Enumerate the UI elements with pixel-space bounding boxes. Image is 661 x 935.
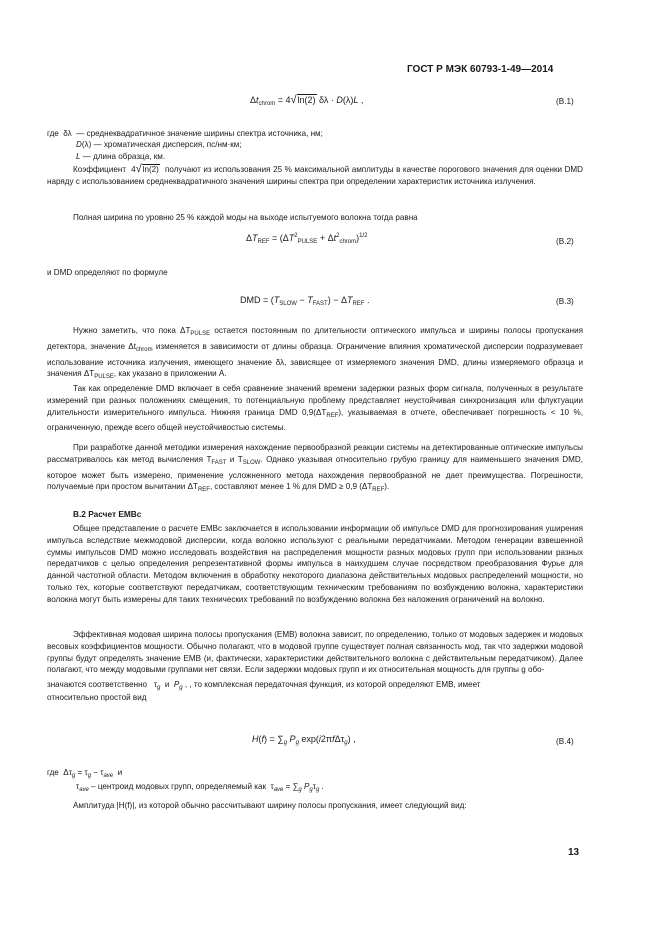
document-header: ГОСТ Р МЭК 60793-1-49—2014 [407, 64, 554, 75]
paragraph-emb-definition: Эффективная модовая ширина полосы пропускания (EMB) волокна зависит, по определению, только от модовых задержек и модовых весовых коэффициентов мощности. Обычно полагают, что в модовой группе существует полная связанность мод, так что задержки модовой группы будут определять значение EMB (и, фактически, характеристики действительного волокна с действительным передатчиком). Далее полагают, что между модовыми группами нет связи. Если задержки модовых групп и их относительная мощность для группы g обо- [47, 630, 583, 675]
equation-b2: $\Delta T_{REF} = (\Delta T^2_{PULSE} + \Delta t^2_{chrom})^{1/2}$ [246, 233, 368, 245]
where-line-3: L — длина образца, км. [76, 152, 166, 161]
paragraph-sync: Так как определение DMD включает в себя сравнение значений времени задержки разных форм сигнала, полученных в результате измерений при разных положениях смещения, то потенциальную проблему представляет неустойчивая синхронизация или флуктуации длительности измерительного импульса. Нижняя граница DMD $0,9(\Delta T_{REF})$, указываемая в отчете, обеспечивает погрешность < 10 %, ограниченную, прежде всего общей неустойчивостью системы. [47, 384, 583, 433]
where-line-2: D(λ) — хроматическая дисперсия, пс/нм·км; [76, 140, 242, 149]
paragraph-dmd-def: и DMD определяют по формуле [47, 268, 168, 277]
section-heading-b2: B.2 Расчет EMBс [73, 509, 142, 519]
paragraph-amplitude: Амплитуда |H(f)|, из которой обычно рассчитывают ширину полосы пропускания, имеет следующий вид: [73, 801, 467, 810]
where-line-5: $\tau_{ave}$ – центроид модовых групп, определяемый как $\tau_{ave} = \sum_g$ $P_g\tau_g$ . [76, 782, 324, 793]
paragraph-deconvolution: При разработке данной методики измерения нахождение первообразной реакции системы на детектированные оптические импульсы рассматривалось как метод вычисления $T_{FAST}$ и $T_{SLOW}$. Однако указывая относительно грубую границу для наименьшего значения DMD, которое может быть измерено, применение усложненного метода нахождения первообразной не дает преимущества. Погрешности, получаемые при простом вычитании $\Delta T_{REF}$, составляют менее 1 % для DMD ≥ 0,9 $(\Delta T_{REF})$. [47, 443, 583, 494]
equation-b4: $H(f) = \sum_g$ $P_g$ exp(i2πfΔτ$_g$) , [252, 734, 356, 746]
paragraph-emb-line-tau: значаются соответственно $\tau_g$ и $P_g$ , , то комплексная передаточная функция, из которой определяют EMB, имеет [47, 680, 481, 691]
equation-b2-number: (B.2) [556, 237, 574, 246]
paragraph-full-width: Полная ширина по уровню 25 % каждой моды на выходе испытуемого волокна тогда равна [73, 213, 418, 222]
where-line-4: где $\Delta\tau_g = \tau_g - \tau_{ave}$ и [47, 768, 123, 779]
equation-b1-number: (B.1) [556, 97, 574, 106]
equation-b4-number: (B.4) [556, 737, 574, 746]
page-number: 13 [568, 847, 580, 858]
equation-b3-number: (B.3) [556, 297, 574, 306]
where-line-1: где δλ — среднеквадратичное значение ширины спектра источника, нм; [47, 129, 323, 138]
paragraph-coefficient: Коэффициент 4√ln(2) получают из использования 25 % максимальной амплитуды в качестве порогового значения для оценки DMD наряду с использованием среднеквадратичного значения ширины спектра при определении характеристик источника излучения. [47, 163, 583, 186]
paragraph-note: Нужно заметить, что пока $\Delta T_{PULSE}$ остается постоянным по длительности оптического импульса и ширины полосы пропускания детектора, значение $\Delta t_{chrom}$ изменяется в зависимости от длины образца. Ограничение влияния хроматической дисперсии подразумевает использование источника излучения, имеющего значение δλ, зависящее от измеряемого значения DMD, длины измеряемого образца и значения $\Delta T_{PULSE}$, как указано в приложении А. [47, 326, 584, 381]
paragraph-emb-overview: Общее представление о расчете EMBс заключается в использовании информации об импульсе DMD для прогнозирования уширения импульса вследствие межмодовой дисперсии, когда волокно используют с реальными передатчиками. Методом генерации взвешенной суммы импульсов DMD можно исследовать воздействия на распределения мощности разных модовых групп при использовании разных передатчиков с целью определения репрезентативной формы импульса в наихудшем случае посредством преобразования Фурье для данной частотной области. Методом включения в обработку некоторого диапазона действительных модовых распределений мощности, но только тех, которые соответствуют передатчикам, соответствующим техническим требованиям по возбуждению волокна, характеристики волокна могут быть измерены для таких технических требований по возбуждению волокна без наложения ограничений на волокно. [47, 524, 583, 604]
equation-b3: DMD = $(T_{SLOW} - T_{FAST}) - \Delta T_{REF}$ . [240, 295, 370, 307]
paragraph-emb-line-view: относительно простой вид [47, 693, 147, 702]
equation-b1: $\Delta t_{chrom} = 4√\ln(2) \delta\lambda \cdot D(\lambda)L$ , [250, 94, 364, 107]
